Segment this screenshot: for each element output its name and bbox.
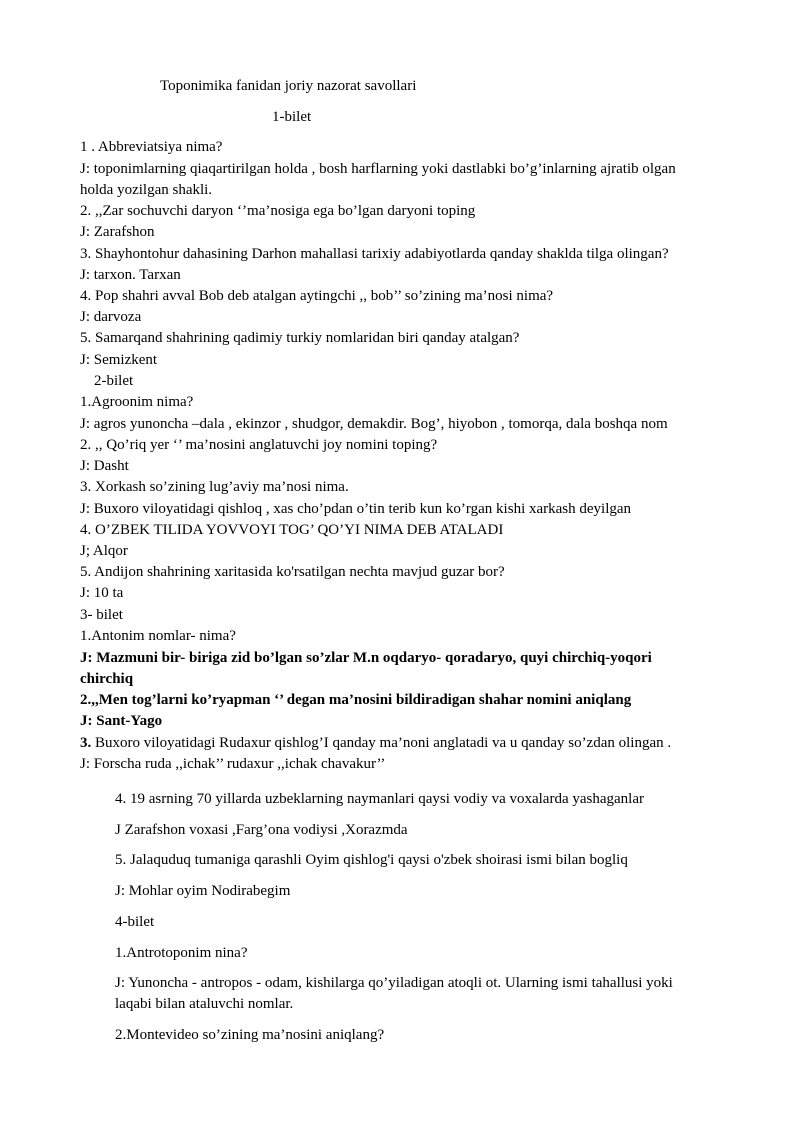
bilet-3-answer-2: J: Sant-Yago bbox=[80, 713, 163, 729]
bilet-4-question-2: 2.Montevideo so’zining ma’nosini aniqlang? bbox=[115, 1027, 385, 1043]
bilet-1-question-4: 4. Pop shahri avval Bob deb atalgan aytingchi ,, bob’’ so’zining ma’nosi nima? bbox=[80, 288, 554, 304]
bilet-3-question-3 bbox=[80, 733, 671, 754]
bilet-3-question-1: 1.Antonim nomlar- nima? bbox=[80, 628, 236, 644]
bilet-4-answer-1-cont: laqabi bilan ataluvchi nomlar. bbox=[115, 996, 294, 1012]
bilet-1-answer-3: J: tarxon. Tarxan bbox=[80, 267, 181, 283]
bilet-3-answer-5: J: Mohlar oyim Nodirabegim bbox=[115, 883, 291, 899]
bilet-1-answer-1-cont: holda yozilgan shakli. bbox=[80, 182, 213, 198]
bilet-4-heading: 4-bilet bbox=[115, 914, 155, 930]
bilet-2-question-3: 3. Xorkash so’zining lug’aviy ma’nosi nima. bbox=[80, 479, 349, 495]
bilet-1-answer-4: J: darvoza bbox=[80, 309, 142, 325]
bilet-1-question-2: 2. ,,Zar sochuvchi daryon ‘’ma’nosiga ega bo’lgan daryoni toping bbox=[80, 203, 476, 219]
bilet-2-answer-2: J: Dasht bbox=[80, 458, 129, 474]
bilet-1-question-3: 3. Shayhontohur dahasining Darhon mahallasi tarixiy adabiyotlarda qanday shaklda tilga olingan? bbox=[80, 246, 669, 262]
bilet-3-question-3-number: 3. bbox=[80, 735, 92, 751]
bilet-1-answer-2: J: Zarafshon bbox=[80, 224, 155, 240]
bilet-2-answer-3: J: Buxoro viloyatidagi qishloq , xas cho’pdan o’tin terib kun ko’rgan kishi xarkash deyilgan bbox=[80, 501, 632, 517]
bilet-1-question-1: 1 . Abbreviatsiya nima? bbox=[80, 139, 223, 155]
bilet-2-question-2: 2. ,, Qo’riq yer ‘’ ma’nosini anglatuvchi joy nomini toping? bbox=[80, 437, 438, 453]
bilet-3-answer-1: J: Mazmuni bir- biriga zid bo’lgan so’zlar M.n oqdaryo- qoradaryo, quyi chirchiq-yoqori bbox=[80, 650, 652, 666]
bilet-1-heading: 1-bilet bbox=[272, 109, 312, 125]
bilet-4-answer-1: J: Yunoncha - antropos - odam, kishilarga qo’yiladigan atoqli ot. Ularning ismi tahallusi yoki bbox=[115, 975, 673, 991]
bilet-2-question-5: 5. Andijon shahrining xaritasida ko'rsatilgan nechta mavjud guzar bor? bbox=[80, 564, 505, 580]
bilet-2-answer-1: J: agros yunoncha –dala , ekinzor , shudgor, demakdir. Bog’, hiyobon , tomorqa, dala boshqa nom bbox=[80, 416, 668, 432]
bilet-3-question-5: 5. Jalaquduq tumaniga qarashli Oyim qishlog'i qaysi o'zbek shoirasi ismi bilan bogliq bbox=[115, 852, 628, 868]
bilet-2-heading: 2-bilet bbox=[94, 373, 134, 389]
bilet-3-heading: 3- bilet bbox=[80, 607, 123, 623]
document-title: Toponimika fanidan joriy nazorat savollari bbox=[160, 78, 417, 94]
bilet-2-question-1: 1.Agroonim nima? bbox=[80, 394, 194, 410]
bilet-3-question-4: 4. 19 asrning 70 yillarda uzbeklarning naymanlari qaysi vodiy va voxalarda yashaganlar bbox=[115, 791, 644, 807]
bilet-4-question-1: 1.Antrotoponim nina? bbox=[115, 945, 248, 961]
bilet-2-answer-5: J: 10 ta bbox=[80, 585, 124, 601]
bilet-3-question-3-text: Buxoro viloyatidagi Rudaxur qishlog’I qanday ma’noni anglatadi va u qanday so’zdan olingan . bbox=[91, 735, 672, 751]
bilet-3-question-2: 2.,,Men tog’larni ko’ryapman ‘’ degan ma’nosini bildiradigan shahar nomini aniqlang bbox=[80, 692, 632, 708]
bilet-2-answer-4: J; Alqor bbox=[80, 543, 128, 559]
bilet-1-answer-1: J: toponimlarning qiaqartirilgan holda , bosh harflarning yoki dastlabki bo’g’inlarning ajratib olgan bbox=[80, 161, 676, 177]
bilet-3-answer-1-cont: chirchiq bbox=[80, 671, 134, 687]
bilet-2-question-4: 4. O’ZBEK TILIDA YOVVOYI TOG’ QO’YI NIMA DEB ATALADI bbox=[80, 522, 504, 538]
bilet-3-answer-3: J: Forscha ruda ,,ichak’’ rudaxur ,,ichak chavakur’’ bbox=[80, 756, 386, 772]
bilet-3-answer-4: J Zarafshon voxasi ,Farg’ona vodiysi ,Xorazmda bbox=[115, 822, 408, 838]
bilet-1-answer-5: J: Semizkent bbox=[80, 352, 158, 368]
bilet-1-question-5: 5. Samarqand shahrining qadimiy turkiy nomlaridan biri qanday atalgan? bbox=[80, 330, 520, 346]
